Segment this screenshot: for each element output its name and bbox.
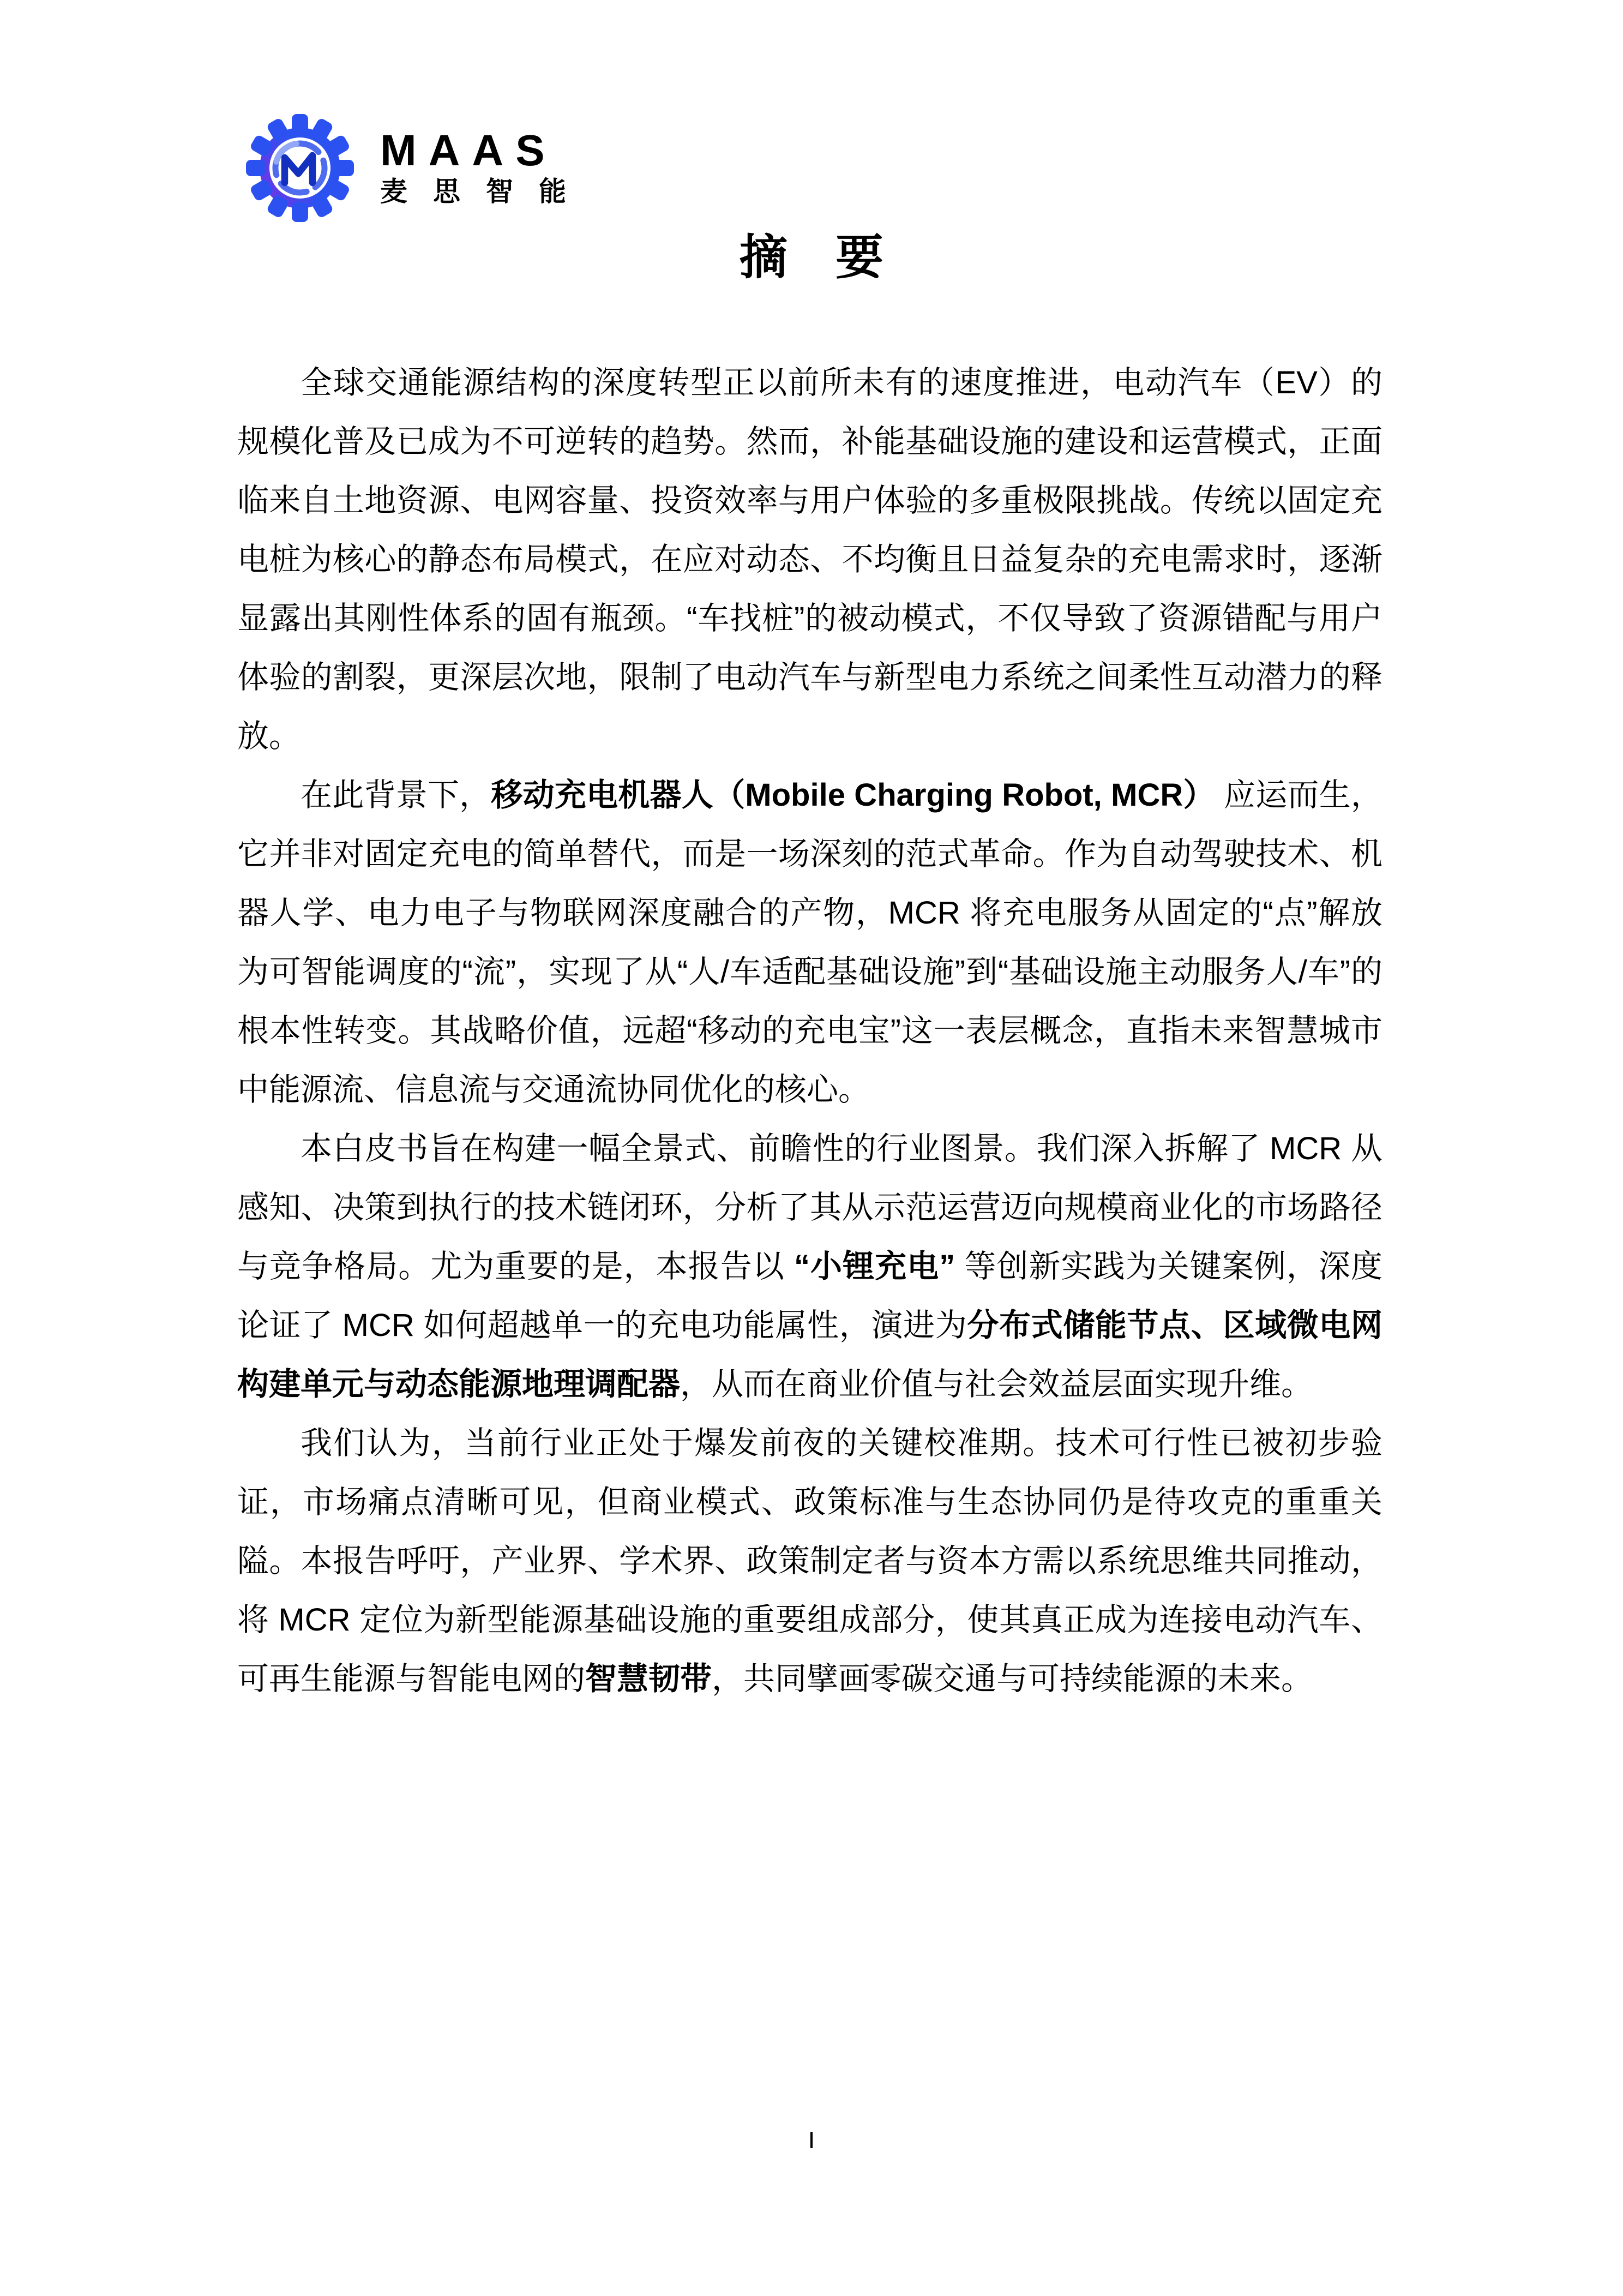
gear-logo-icon (245, 113, 354, 223)
logo-brand-name: MAAS (380, 126, 557, 175)
body-text: 应运而生，它并非对固定充电的简单替代，而是一场深刻的范式革命。作为自动驾驶技术、机器人学、电力电子与物联网深度融合的产物，MCR 将充电服务从固定的“点”解放为可智能调度的“流”，实现了从“人/车适配基础设施”到“基础设施主动服务人/车”的根本性转变。其战略价值，远超“移动的充电宝”这一表层概念，直指未来智慧城市中能源流、信息流与交通流协同优化的核心。 (237, 777, 1382, 1107)
emphasis-text: 智慧韧带 (585, 1661, 712, 1696)
emphasis-text: “小锂充电” (794, 1249, 955, 1284)
body-text: ，从而在商业价值与社会效益层面实现升维。 (680, 1366, 1313, 1402)
body-text: 我们认为，当前行业正处于爆发前夜的关键校准期。技术可行性已被初步验证，市场痛点清晰可见，但商业模式、政策标准与生态协同仍是待攻克的重重关隘。本报告呼吁，产业界、学术界、政策制定者与资本方需以系统思维共同推动，将 MCR 定位为新型能源基础设施的重要组成部分，使其真正成为连接电动汽车、可再生能源与智能电网的 (237, 1425, 1382, 1696)
page-number: I (808, 2127, 815, 2154)
emphasis-text: 移动充电机器人（Mobile Charging Robot, MCR） (491, 777, 1215, 813)
logo-text (380, 126, 592, 207)
logo-subtitle: 麦思智能 (380, 176, 592, 207)
paragraph (237, 353, 1382, 766)
paragraph (237, 1119, 1382, 1414)
emphasis-text: 分布式储能节点、区域微电网构建单元与动态能源地理调配器 (237, 1308, 1382, 1402)
body-text: ，共同擘画零碳交通与可持续能源的未来。 (712, 1661, 1313, 1696)
abstract-content (237, 353, 1382, 1708)
body-text: 等创新实践为关键案例，深度论证了 MCR 如何超越单一的充电功能属性，演进为 (237, 1249, 1382, 1343)
paragraph (237, 766, 1382, 1119)
body-text: 在此背景下， (300, 777, 491, 813)
page-title: 摘 要 (739, 230, 883, 284)
body-text: 本白皮书旨在构建一幅全景式、前瞻性的行业图景。我们深入拆解了 MCR 从感知、决策到执行的技术链闭环，分析了其从示范运营迈向规模商业化的市场路径与竞争格局。尤为重要的是，本报告以 (237, 1131, 1382, 1284)
paragraph (237, 1414, 1382, 1708)
body-text: 全球交通能源结构的深度转型正以前所未有的速度推进，电动汽车（EV）的规模化普及已成为不可逆转的趋势。然而，补能基础设施的建设和运营模式，正面临来自土地资源、电网容量、投资效率与用户体验的多重极限挑战。传统以固定充电桩为核心的静态布局模式，在应对动态、不均衡且日益复杂的充电需求时，逐渐显露出其刚性体系的固有瓶颈。“车找桩”的被动模式，不仅导致了资源错配与用户体验的割裂，更深层次地，限制了电动汽车与新型电力系统之间柔性互动潜力的释放。 (237, 365, 1382, 754)
